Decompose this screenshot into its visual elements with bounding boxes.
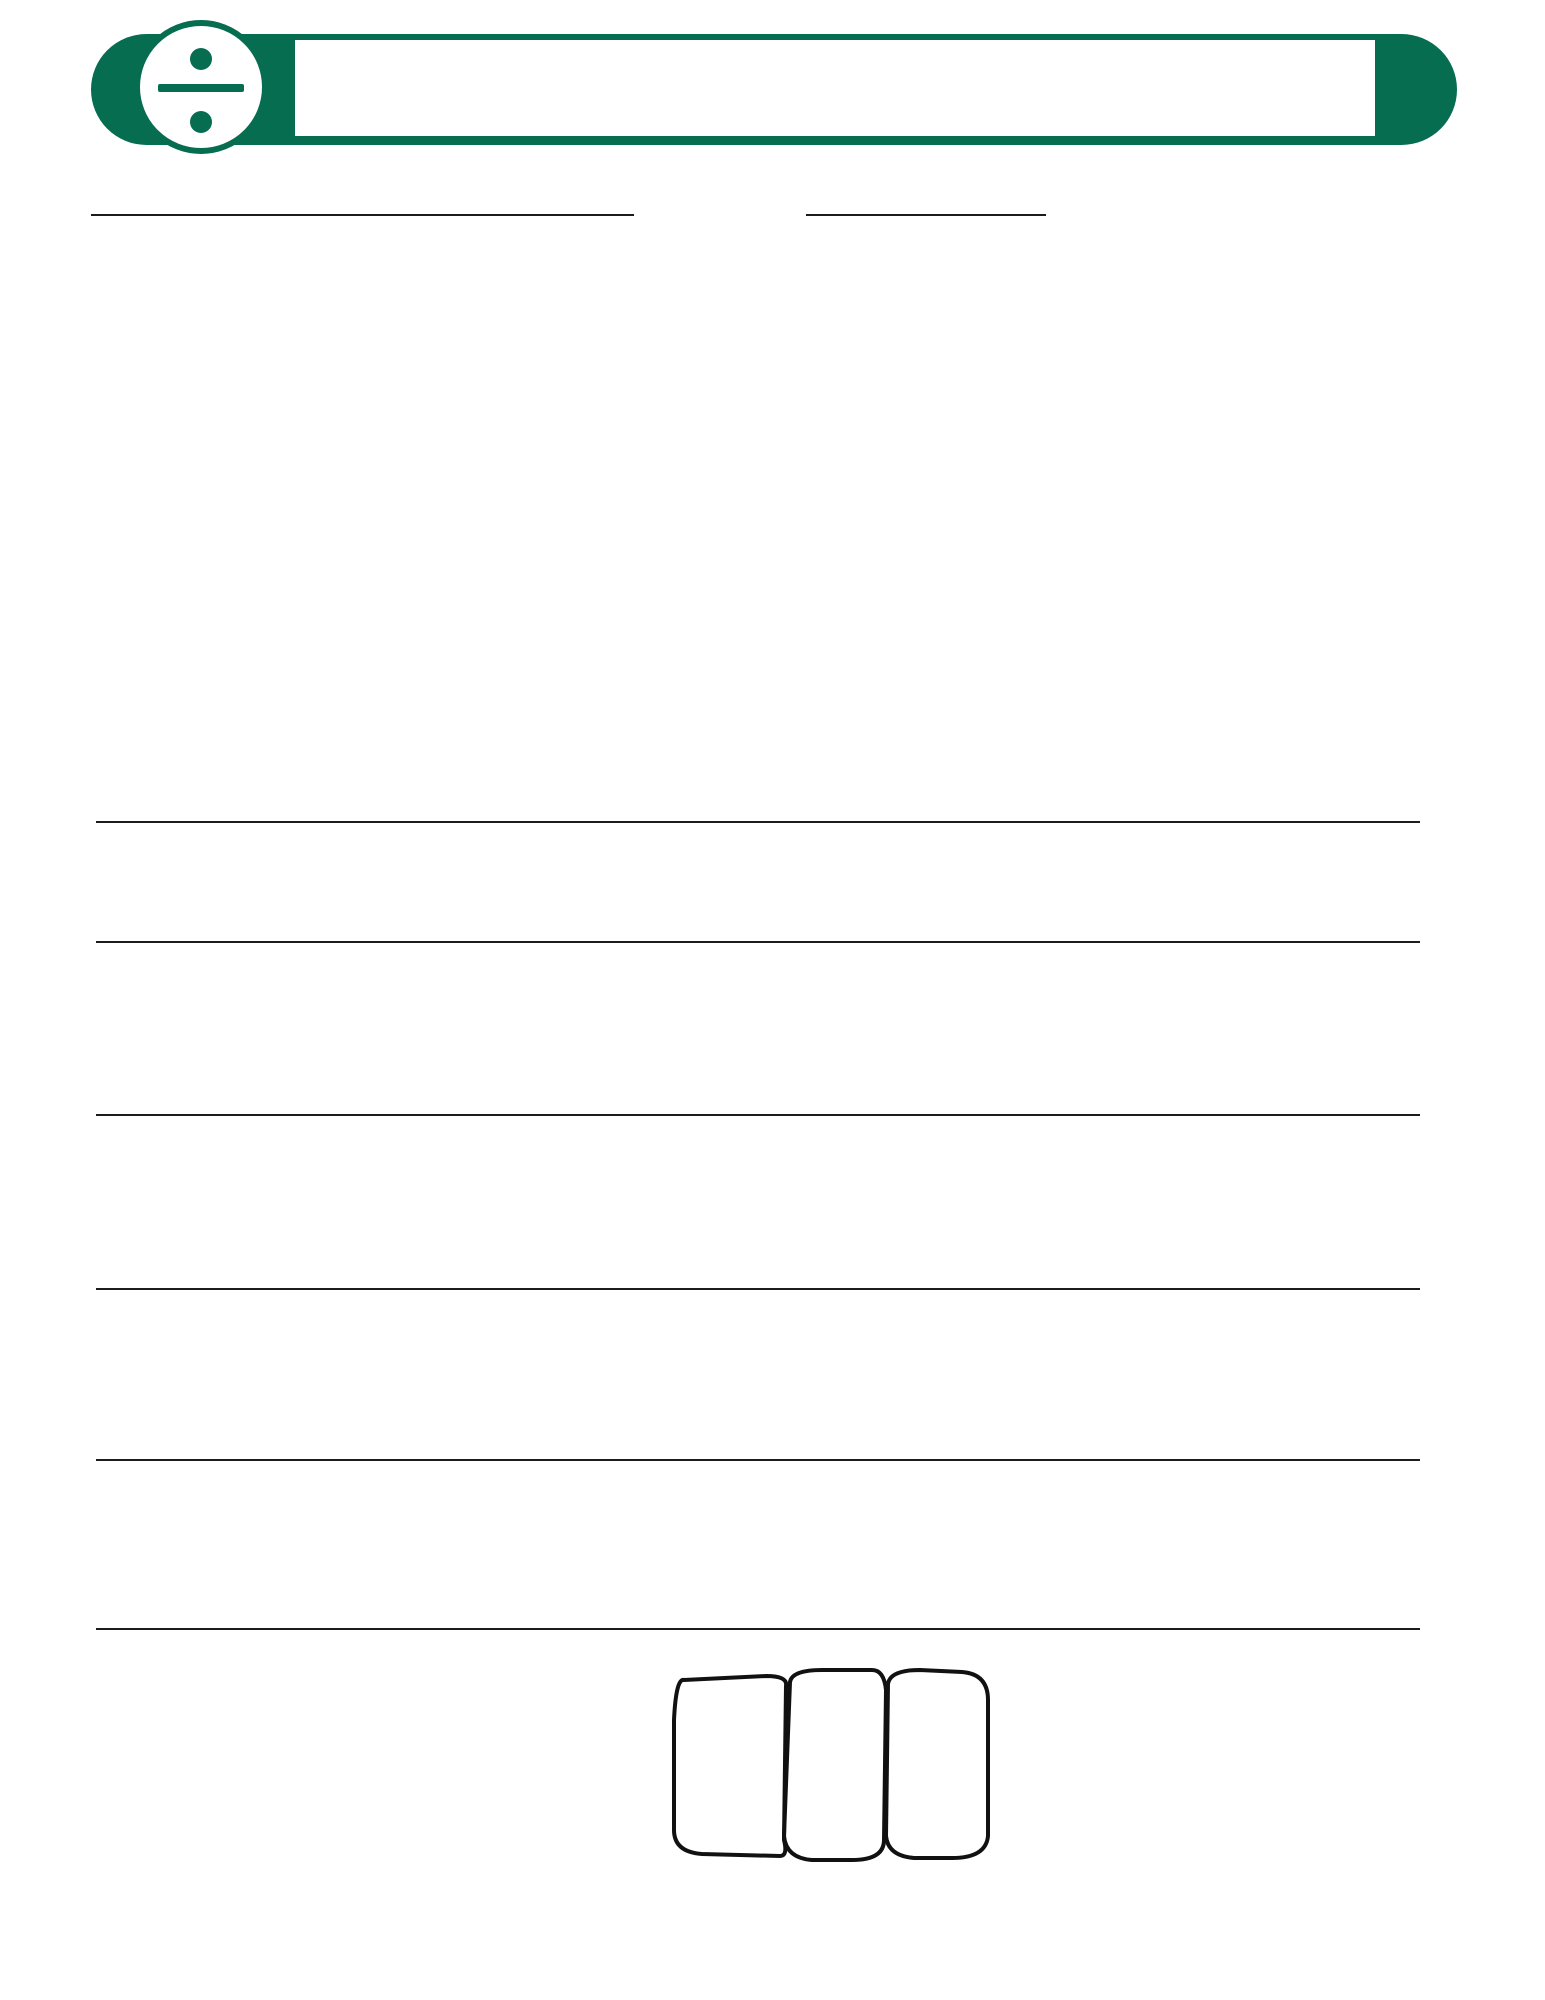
hundred-grid-3[interactable]	[926, 459, 1230, 755]
title-banner	[91, 34, 1457, 145]
answer-line-1[interactable]	[96, 821, 1420, 823]
answer-line-5[interactable]	[96, 1459, 1420, 1461]
model-loop-1	[674, 1676, 786, 1856]
answer-line-2[interactable]	[96, 941, 1420, 943]
model-loop-3	[886, 1670, 988, 1858]
divide-icon	[134, 20, 268, 154]
date-field[interactable]	[806, 186, 1046, 225]
hundred-grid-2[interactable]	[604, 459, 908, 755]
divide-bar	[158, 84, 244, 92]
date-line[interactable]	[806, 186, 1046, 216]
divide-dot-top	[190, 48, 212, 70]
answer-line-4[interactable]	[96, 1288, 1420, 1290]
divide-dot-bottom	[190, 111, 212, 133]
answer-line-3[interactable]	[96, 1114, 1420, 1116]
model-loop-2	[784, 1670, 886, 1860]
kendrick-model	[662, 1660, 1032, 1870]
hundred-grid-1[interactable]	[282, 459, 586, 755]
name-line[interactable]	[91, 186, 634, 216]
name-field[interactable]	[91, 186, 634, 225]
answer-line-6[interactable]	[96, 1628, 1420, 1630]
page-title	[295, 40, 1375, 136]
